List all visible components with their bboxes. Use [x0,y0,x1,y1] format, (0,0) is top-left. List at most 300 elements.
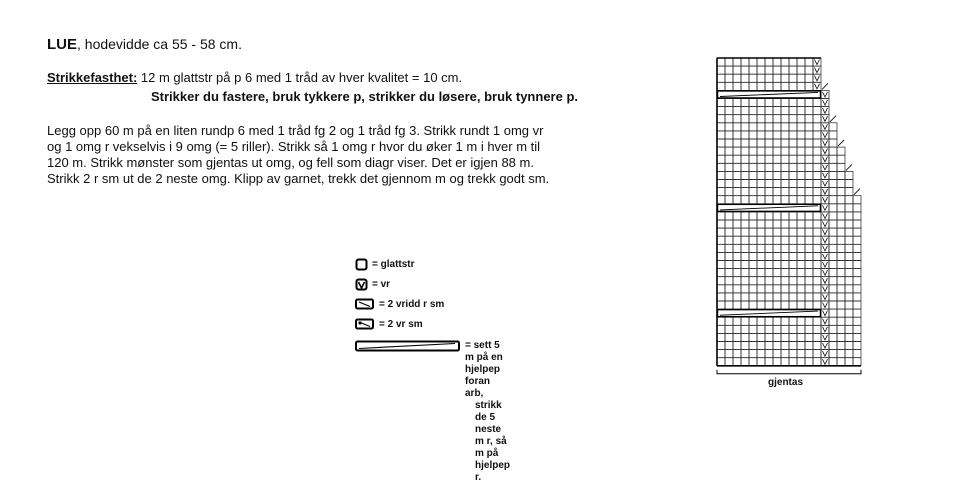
chart-cell [797,261,805,269]
chart-cell [757,188,765,196]
purl-mark [823,124,828,129]
chart-cell [805,261,813,269]
chart-cell [797,107,805,115]
chart-cell [733,301,741,309]
chart-cell [741,171,749,179]
chart-cell [829,139,837,147]
chart-cell [733,180,741,188]
chart-cell [813,163,821,171]
chart-cell [765,285,773,293]
chart-cell [829,155,837,163]
chart-cell [749,163,757,171]
chart-cell [725,196,733,204]
chart-cell [789,285,797,293]
chart-cell [805,196,813,204]
chart-cell [757,180,765,188]
chart-cell [781,244,789,252]
chart-cell [837,325,845,333]
chart-cell [741,301,749,309]
purl-mark [823,165,828,170]
chart-cell [765,107,773,115]
chart-cell [853,358,861,366]
chart-cell [773,139,781,147]
chart-cell [765,139,773,147]
chart-cell [805,180,813,188]
chart-cell [829,269,837,277]
chart-cell [797,147,805,155]
purl-mark [823,205,828,210]
chart-cell [853,277,861,285]
chart-cell [837,358,845,366]
chart-cell [741,350,749,358]
chart-cell [845,350,853,358]
chart-cell [725,115,733,123]
legend-item-2-vridd-r-sm [355,298,444,310]
chart-cell [725,155,733,163]
purl-mark [823,278,828,283]
chart-cell [829,301,837,309]
chart-cell [741,82,749,90]
chart-cell [717,325,725,333]
chart-cell [781,325,789,333]
chart-cell [741,333,749,341]
chart-cell [829,220,837,228]
dot-slash-rect-icon [355,318,375,330]
chart-cell [741,252,749,260]
chart-cell [733,115,741,123]
chart-cell [837,180,845,188]
chart-cell [797,82,805,90]
chart-cell [853,236,861,244]
chart-cell [837,196,845,204]
chart-cell [757,155,765,163]
chart-cell [781,171,789,179]
chart-cell [781,99,789,107]
chart-cell [765,220,773,228]
chart-cell [837,293,845,301]
chart-cell [717,277,725,285]
chart-cell [805,244,813,252]
chart-cell [837,333,845,341]
chart-cell [797,220,805,228]
chart-cell [797,155,805,163]
chart-cell [717,220,725,228]
purl-mark [815,76,820,81]
chart-cell [757,261,765,269]
chart-cell [789,228,797,236]
chart-cell [741,220,749,228]
chart-cell [757,66,765,74]
chart-cell [733,277,741,285]
chart-cell [845,196,853,204]
chart-cell [757,325,765,333]
chart-cell [805,277,813,285]
chart-cell [853,350,861,358]
chart-cell [789,131,797,139]
chart-cell [781,301,789,309]
legend-label: = vr [372,279,391,290]
chart-cell [805,236,813,244]
chart-cell [781,82,789,90]
chart-cell [741,163,749,171]
chart-cell [813,261,821,269]
chart-cell [741,66,749,74]
chart-cell [725,350,733,358]
chart-cell [813,188,821,196]
repeat-bracket [717,370,861,374]
decrease-mark [854,189,860,195]
v-square-icon [355,278,368,291]
chart-cell [773,123,781,131]
pattern-title [47,36,242,53]
chart-cell [765,82,773,90]
chart-cell [797,180,805,188]
chart-cell [829,285,837,293]
chart-cell [733,325,741,333]
chart-cell [741,188,749,196]
chart-cell [789,123,797,131]
chart-cell [797,131,805,139]
chart-cell [765,115,773,123]
chart-cell [853,325,861,333]
chart-cell [789,261,797,269]
chart-cell [733,228,741,236]
chart-cell [725,107,733,115]
chart-cell [757,99,765,107]
chart-cell [781,180,789,188]
chart-cell [757,252,765,260]
chart-cell [781,147,789,155]
chart-cell [805,58,813,66]
chart-cell [845,212,853,220]
chart-cell [733,317,741,325]
chart-cell [805,171,813,179]
chart-cell [813,107,821,115]
chart-cell [749,301,757,309]
chart-cell [829,204,837,212]
chart-cell [773,99,781,107]
slash-rect-icon [355,298,375,310]
chart-cell [813,196,821,204]
chart-cell [805,325,813,333]
chart-cell [725,358,733,366]
chart-cell [805,163,813,171]
chart-cell [725,220,733,228]
chart-cell [757,358,765,366]
chart-cell [757,82,765,90]
chart-cell [725,99,733,107]
chart-cell [789,269,797,277]
chart-cell [837,244,845,252]
chart-cell [757,171,765,179]
instruction-line: og 1 omg r vekselvis i 9 omg (= 5 riller). Strikk så 1 omg r hvor du øker 1 m i hver m til [47,139,541,154]
chart-cell [757,131,765,139]
chart-cell [725,342,733,350]
chart-cell [717,333,725,341]
chart-cell [765,252,773,260]
chart-cell [781,236,789,244]
chart-cell [717,252,725,260]
chart-cell [725,277,733,285]
chart-cell [797,285,805,293]
chart-cell [829,180,837,188]
chart-cell [789,74,797,82]
chart-cell [853,228,861,236]
chart-cell [805,228,813,236]
chart-cell [829,196,837,204]
chart-cell [829,309,837,317]
chart-cell [845,342,853,350]
chart-cell [733,236,741,244]
chart-cell [757,277,765,285]
chart-cell [733,66,741,74]
chart-cell [813,244,821,252]
purl-mark [823,246,828,251]
chart-cell [717,155,725,163]
chart-cell [733,333,741,341]
chart-cell [781,261,789,269]
purl-mark [823,213,828,218]
chart-cell [749,155,757,163]
chart-cell [805,285,813,293]
chart-cell [789,350,797,358]
chart-cell [749,293,757,301]
chart-cell [717,123,725,131]
chart-cell [757,107,765,115]
chart-cell [797,58,805,66]
chart-cell [717,131,725,139]
purl-mark [823,132,828,137]
chart-cell [797,277,805,285]
chart-cell [805,123,813,131]
chart-cell [717,171,725,179]
chart-cell [789,317,797,325]
chart-cell [717,196,725,204]
chart-cell [789,301,797,309]
chart-cell [773,317,781,325]
chart-cell [853,309,861,317]
legend-label: = glattstr [372,259,415,270]
chart-cell [741,277,749,285]
chart-cell [765,350,773,358]
purl-mark [823,116,828,121]
chart-cell [749,358,757,366]
chart-cell [845,293,853,301]
purl-mark [823,319,828,324]
chart-cell [749,252,757,260]
chart-cell [749,147,757,155]
chart-cell [829,228,837,236]
chart-cell [789,107,797,115]
chart-cell [717,228,725,236]
chart-cell [717,58,725,66]
chart-cell [741,131,749,139]
chart-cell [797,171,805,179]
chart-cell [837,301,845,309]
chart-cell [773,277,781,285]
chart-cell [773,74,781,82]
chart-cell [837,342,845,350]
chart-cell [749,123,757,131]
chart-cell [845,252,853,260]
chart-cell [773,147,781,155]
chart-cell [765,123,773,131]
chart-cell [789,155,797,163]
chart-cell [725,123,733,131]
chart-cell [725,333,733,341]
legend-item-2-vr-sm [355,318,423,330]
chart-cell [765,228,773,236]
chart-cell [741,196,749,204]
chart-cell [781,131,789,139]
chart-cell [725,163,733,171]
chart-cell [789,342,797,350]
chart-cell [725,285,733,293]
purl-mark [823,173,828,178]
cable-bar-icon [355,340,461,352]
chart-cell [773,350,781,358]
chart-cell [773,188,781,196]
decrease-mark [846,164,852,170]
chart-cell [733,82,741,90]
chart-cell [733,147,741,155]
chart-cell [845,277,853,285]
purl-mark [823,197,828,202]
chart-cell [749,107,757,115]
chart-cell [725,180,733,188]
chart-cell [749,269,757,277]
chart-cell [781,220,789,228]
chart-cell [813,252,821,260]
chart-cell [789,236,797,244]
chart-cell [717,350,725,358]
chart-cell [741,74,749,82]
chart-cell [725,244,733,252]
chart-cell [733,252,741,260]
chart-cell [765,212,773,220]
chart-cell [797,317,805,325]
chart-cell [781,188,789,196]
chart-cell [741,123,749,131]
chart-cell [733,220,741,228]
chart-cell [837,171,845,179]
chart-cell [789,244,797,252]
chart-cell [717,212,725,220]
chart-cell [837,212,845,220]
chart-cell [765,58,773,66]
chart-cell [749,342,757,350]
chart-cell [789,277,797,285]
chart-cell [765,180,773,188]
chart-cell [725,228,733,236]
chart-cell [757,147,765,155]
chart-cell [837,350,845,358]
gauge-text: 12 m glattstr på p 6 med 1 tråd av hver kvalitet = 10 cm. [137,70,463,85]
decrease-mark [822,83,828,89]
chart-cell [797,74,805,82]
chart-cell [773,155,781,163]
chart-cell [845,309,853,317]
chart-cell [733,163,741,171]
chart-cell [765,333,773,341]
chart-cell [805,212,813,220]
chart-cell [837,236,845,244]
chart-cell [773,333,781,341]
chart-cell [733,196,741,204]
chart-cell [829,277,837,285]
chart-cell [853,342,861,350]
chart-cell [757,301,765,309]
chart-cell [757,228,765,236]
chart-cell [765,236,773,244]
chart-cell [829,325,837,333]
chart-cell [765,147,773,155]
chart-cell [837,147,845,155]
chart-cell [741,244,749,252]
chart-cell [773,342,781,350]
chart-cell [829,342,837,350]
chart-cell [797,333,805,341]
gauge-line [47,70,462,85]
chart-cell [757,350,765,358]
chart-cell [749,277,757,285]
chart-cell [765,155,773,163]
chart-cell [765,66,773,74]
chart-cell [773,180,781,188]
chart-cell [797,293,805,301]
chart-cell [749,66,757,74]
chart-cell [813,317,821,325]
chart-cell [781,350,789,358]
purl-mark [823,100,828,105]
chart-cell [741,99,749,107]
instruction-line: Legg opp 60 m på en liten rundp 6 med 1 tråd fg 2 og 1 tråd fg 3. Strikk rundt 1 omg vr [47,123,544,138]
chart-cell [717,269,725,277]
chart-cell [765,99,773,107]
chart-cell [765,301,773,309]
chart-cell [725,131,733,139]
chart-cell [829,236,837,244]
chart-cell [789,212,797,220]
chart-cell [733,188,741,196]
chart-cell [829,212,837,220]
chart-cell [837,188,845,196]
chart-cell [741,325,749,333]
chart-cell [717,74,725,82]
chart-cell [797,188,805,196]
chart-cell [837,269,845,277]
chart-cell [773,358,781,366]
chart-cell [853,269,861,277]
chart-cell [781,293,789,301]
chart-cell [749,220,757,228]
chart-cell [749,58,757,66]
purl-mark [815,84,820,89]
chart-cell [829,293,837,301]
chart-cell [853,317,861,325]
chart-cell [813,293,821,301]
chart-cell [757,293,765,301]
chart-cell [717,99,725,107]
chart-cell [845,220,853,228]
chart-cell [773,261,781,269]
chart-cell [789,82,797,90]
chart-cell [757,285,765,293]
chart-cell [757,212,765,220]
chart-cell [757,163,765,171]
chart-cell [781,163,789,171]
chart-cell [813,269,821,277]
